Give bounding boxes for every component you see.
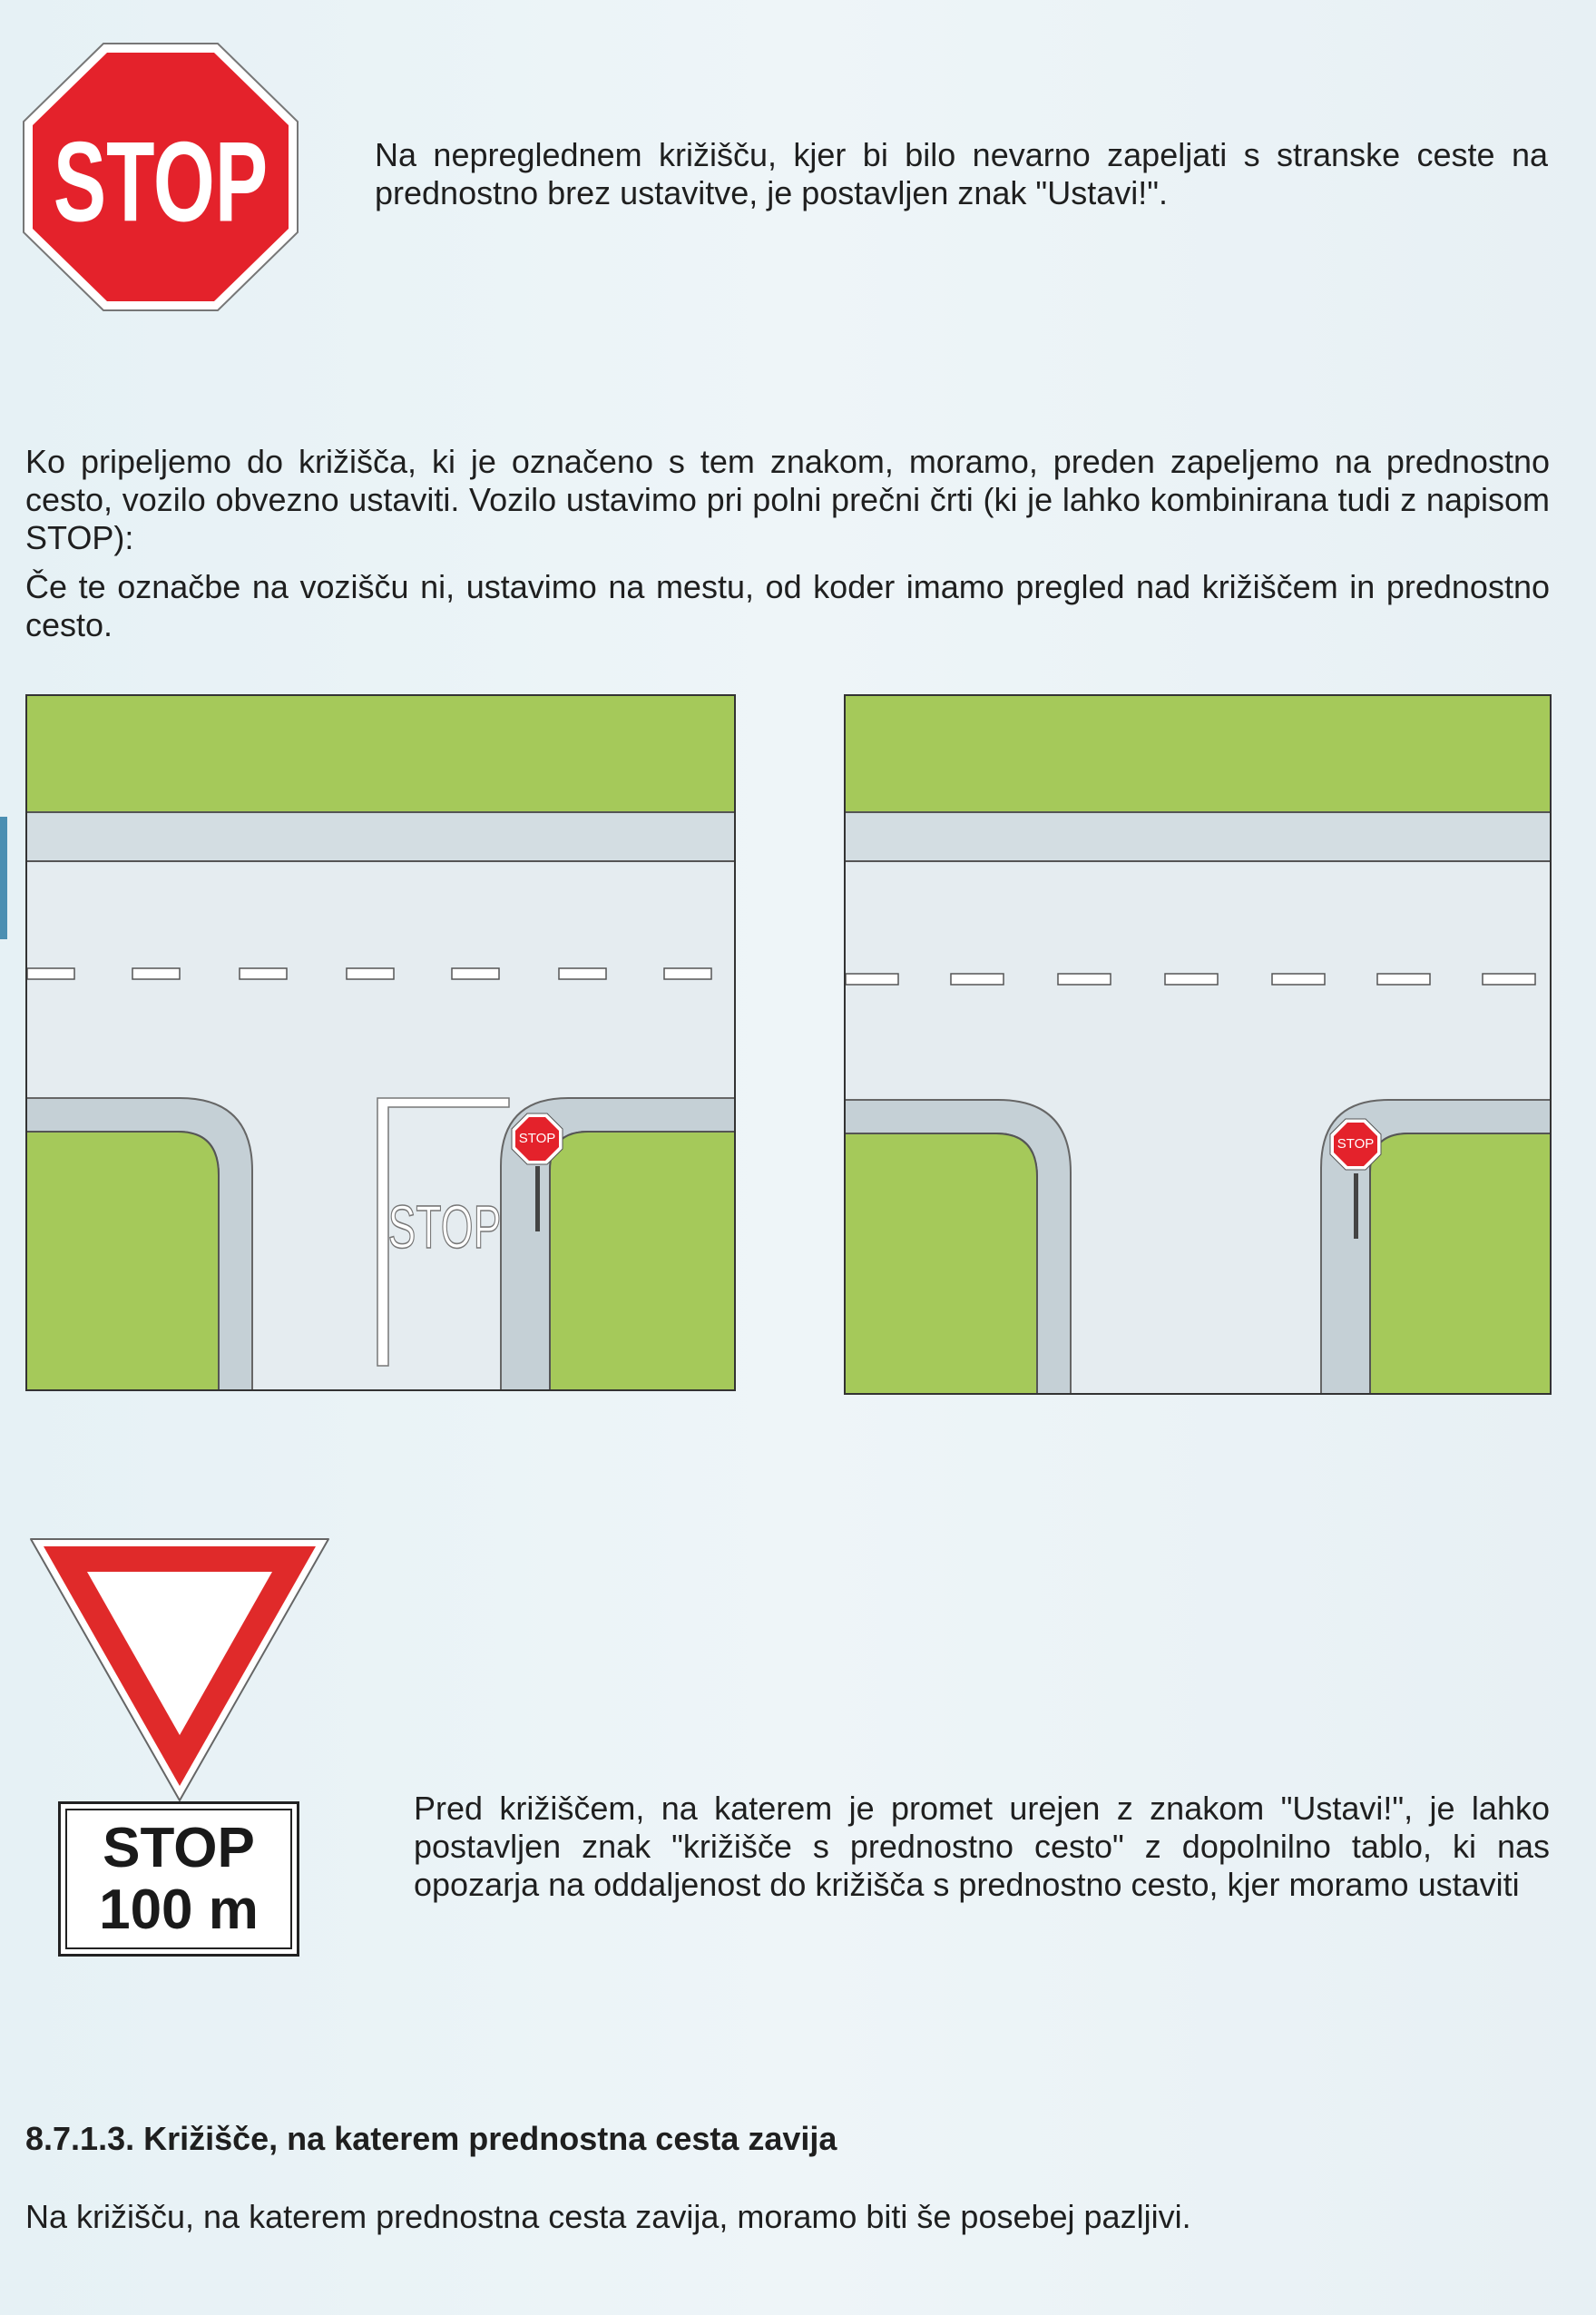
intro-paragraph: Na nepreglednem križišču, kjer bi bilo nevarno zapeljati s stranske ceste na prednostno brez ustavitve, je postavljen znak "Ustavi!". xyxy=(375,136,1548,211)
intersection-diagram-without-marking xyxy=(844,694,1552,1395)
road-stop-marking: STOP xyxy=(387,1193,502,1262)
intersection-diagram-with-marking xyxy=(25,694,736,1391)
section-heading: 8.7.1.3. Križišče, na katerem prednostna cesta zavija xyxy=(25,2120,837,2157)
stop-sign-text: STOP xyxy=(53,117,269,246)
page-edge-strip xyxy=(0,817,7,939)
plate-line-distance: 100 m xyxy=(99,1878,259,1941)
grass-top xyxy=(25,694,736,812)
grass-top xyxy=(844,694,1552,812)
small-stop-sign-text: STOP xyxy=(518,1131,556,1146)
small-stop-sign-text: STOP xyxy=(1337,1136,1375,1152)
plate-line-stop: STOP xyxy=(103,1816,255,1879)
plate-paragraph: Pred križiščem, na katerem je promet urejen z znakom "Ustavi!", je lahko postavljen znak "križišče s prednostno cesto" z dopolnilno tablo, ki nas opozarja na oddaljenost do križišča s prednostno cesto, kjer moramo ustaviti xyxy=(414,1790,1550,1903)
no-marking-paragraph: Če te označbe na vozišču ni, ustavimo na mestu, od koder imamo pregled nad križiščem in prednostno cesto. xyxy=(25,568,1550,643)
distance-plate xyxy=(58,1801,299,1957)
small-stop-sign-icon xyxy=(1330,1119,1381,1170)
stop-sign-icon xyxy=(22,42,299,312)
section-paragraph: Na križišču, na katerem prednostna cesta zavija, moramo biti še posebej pazljivi. xyxy=(25,2198,1191,2235)
stop-rule-paragraph: Ko pripeljemo do križišča, ki je označeno s tem znakom, moramo, preden zapeljemo na prednostno cesto, vozilo obvezno ustaviti. Vozilo ustavimo pri polni prečni črti (ki je lahko kombinirana tudi z napisom STOP): xyxy=(25,443,1550,556)
yield-sign-icon xyxy=(25,1534,334,1806)
small-stop-sign-icon xyxy=(512,1113,563,1164)
